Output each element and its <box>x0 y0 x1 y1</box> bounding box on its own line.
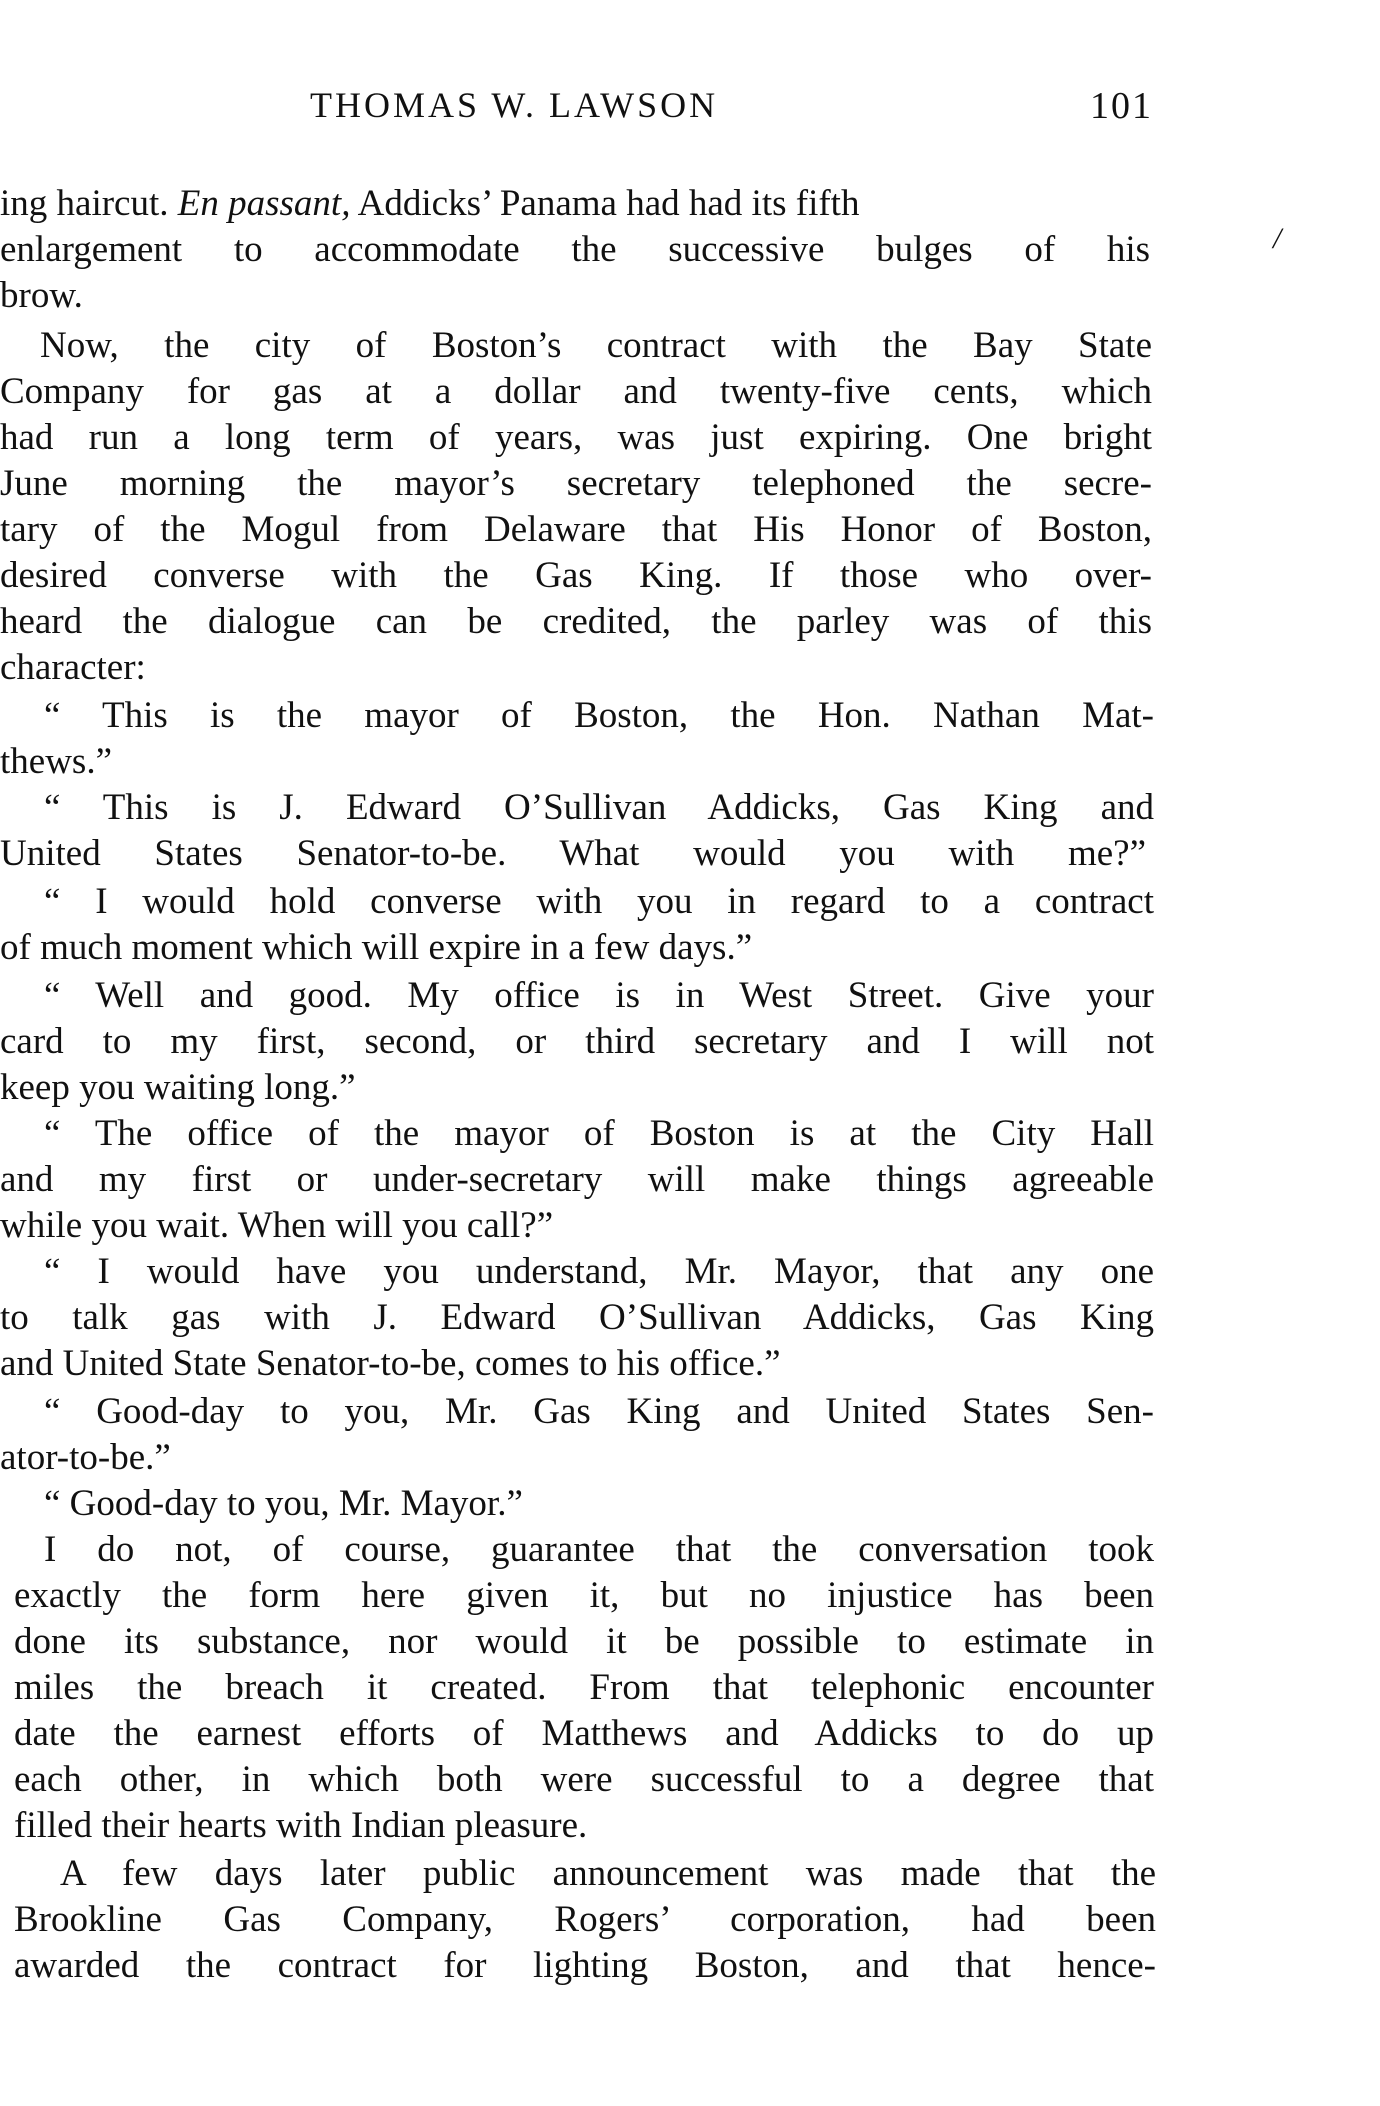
text-line: desired converse with the Gas King. If those who over- <box>0 555 1152 596</box>
text-line: United States Senator-to-be. What would you with me?” <box>0 833 1146 874</box>
text-line: “ This is the mayor of Boston, the Hon. Nathan Mat- <box>44 695 1154 736</box>
text-line: miles the breach it created. From that telephonic encounter <box>14 1667 1154 1708</box>
text-line: each other, in which both were successful to a degree that <box>14 1759 1154 1800</box>
text-line: awarded the contract for lighting Boston, and that hence- <box>14 1945 1156 1986</box>
page-number: 101 <box>1090 85 1153 127</box>
text-line: Company for gas at a dollar and twenty-five cents, which <box>0 371 1152 412</box>
text-line: “ The office of the mayor of Boston is at the City Hall <box>44 1113 1154 1154</box>
text-line: “ Good-day to you, Mr. Mayor.” <box>44 1483 523 1524</box>
text-line: exactly the form here given it, but no injustice has been <box>14 1575 1154 1616</box>
page-header <box>0 84 1200 144</box>
text-line: brow. <box>0 275 83 316</box>
running-head: THOMAS W. LAWSON <box>310 85 719 125</box>
text-segment: Addicks’ Panama had had its fifth <box>357 183 860 224</box>
text-line <box>0 180 1150 228</box>
text-line: “ This is J. Edward O’Sullivan Addicks, Gas King and <box>44 787 1154 828</box>
text-line: filled their hearts with Indian pleasure. <box>14 1805 588 1846</box>
text-line: I do not, of course, guarantee that the conversation took <box>44 1529 1154 1570</box>
text-line: enlargement to accommodate the successive bulges of his <box>0 229 1150 270</box>
text-line: thews.” <box>0 741 112 782</box>
text-line: date the earnest efforts of Matthews and Addicks to do up <box>14 1713 1154 1754</box>
text-line: ator-to-be.” <box>0 1437 171 1478</box>
text-segment: ing haircut. <box>0 183 169 224</box>
text-line: and United State Senator-to-be, comes to his office.” <box>0 1343 781 1384</box>
text-line: heard the dialogue can be credited, the parley was of this <box>0 601 1152 642</box>
text-line: character: <box>0 647 146 688</box>
text-line: and my first or under-secretary will make things agreeable <box>0 1159 1154 1200</box>
text-line: “ I would hold converse with you in regard to a contract <box>44 881 1154 922</box>
text-line: of much moment which will expire in a few days.” <box>0 927 753 968</box>
text-line: A few days later public announcement was made that the <box>60 1853 1156 1894</box>
text-line: done its substance, nor would it be possible to estimate in <box>14 1621 1154 1662</box>
text-line: keep you waiting long.” <box>0 1067 356 1108</box>
margin-mark: / <box>1273 222 1282 255</box>
text-line: tary of the Mogul from Delaware that His Honor of Boston, <box>0 509 1152 550</box>
text-line: Brookline Gas Company, Rogers’ corporation, had been <box>14 1899 1156 1940</box>
text-line: “ Well and good. My office is in West Street. Give your <box>44 975 1154 1016</box>
text-line: had run a long term of years, was just expiring. One bright <box>0 417 1152 458</box>
text-line: June morning the mayor’s secretary telephoned the secre- <box>0 463 1152 504</box>
text-line: to talk gas with J. Edward O’Sullivan Addicks, Gas King <box>0 1297 1154 1338</box>
text-line: “ I would have you understand, Mr. Mayor, that any one <box>44 1251 1154 1292</box>
text-line: card to my first, second, or third secretary and I will not <box>0 1021 1154 1062</box>
text-line: “ Good-day to you, Mr. Gas King and United States Sen- <box>44 1391 1154 1432</box>
text-line: Now, the city of Boston’s contract with the Bay State <box>40 325 1152 366</box>
italic-phrase: En passant, <box>177 183 351 224</box>
text-line: while you wait. When will you call?” <box>0 1205 554 1246</box>
